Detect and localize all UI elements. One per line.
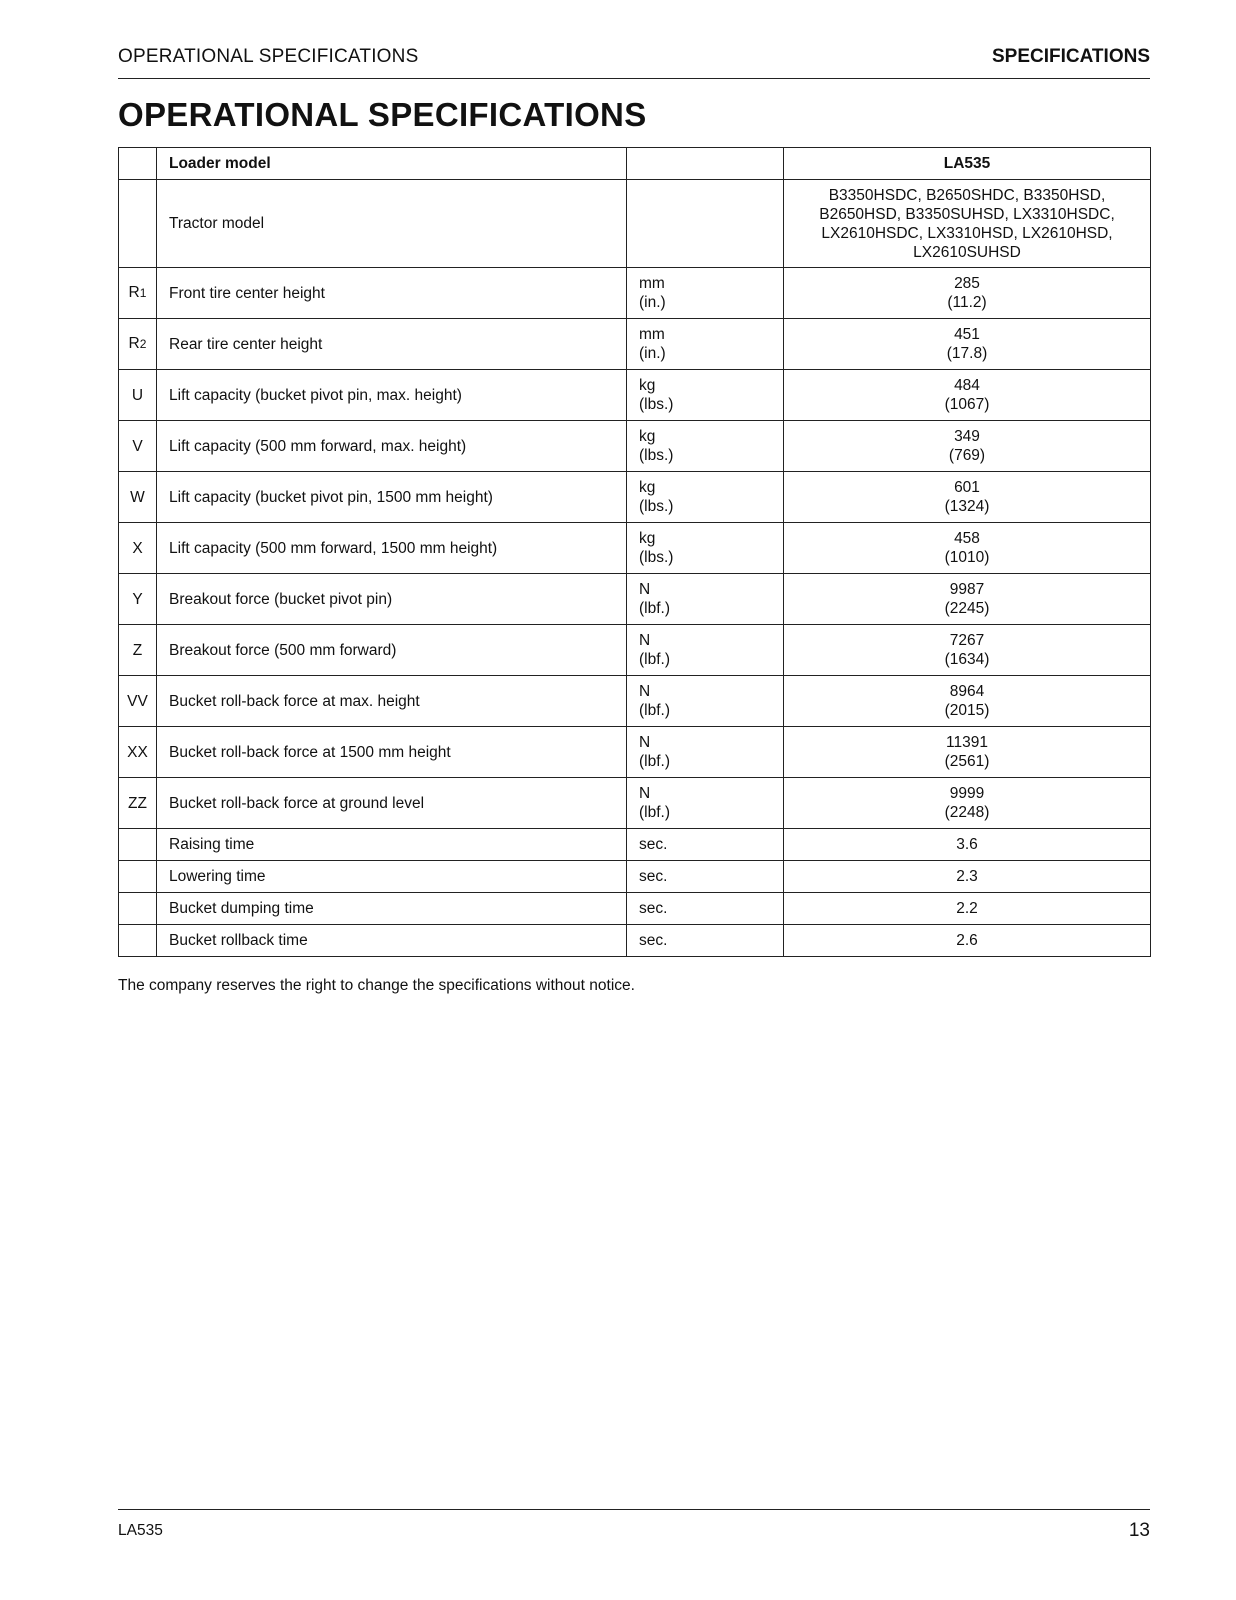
table-row: [119, 472, 1151, 523]
value-cell: [784, 370, 1151, 421]
symbol-cell: [119, 676, 157, 727]
unit-imperial: (lbs.): [639, 498, 674, 515]
item-cell: Bucket roll-back force at max. height: [157, 676, 627, 727]
table-row: [119, 925, 1151, 957]
value-cell: [784, 625, 1151, 676]
value-cell: [784, 523, 1151, 574]
tractor-model-line: LX2610HSDC, LX3310HSD, LX2610HSD,: [821, 224, 1113, 242]
symbol-subscript: 1: [139, 286, 147, 300]
symbol-cell: [119, 861, 157, 893]
header-value-cell: LA535: [784, 148, 1151, 180]
unit-cell: [627, 370, 784, 421]
unit-cell: [627, 778, 784, 829]
value-cell: [784, 472, 1151, 523]
value-metric: 484: [954, 377, 980, 394]
table-row: [119, 676, 1151, 727]
unit-cell: [627, 676, 784, 727]
symbol-subscript: 2: [139, 337, 147, 351]
symbol-label: X: [132, 539, 143, 557]
value-imperial: (2561): [944, 753, 990, 770]
unit-imperial: (lbs.): [639, 396, 674, 413]
value-imperial: (2245): [944, 600, 990, 617]
header-section-title: OPERATIONAL SPECIFICATIONS: [118, 46, 419, 67]
symbol-label: R: [128, 335, 140, 352]
symbol-label: U: [131, 386, 144, 404]
item-cell: Bucket dumping time: [157, 893, 627, 925]
unit-metric: N: [639, 581, 651, 598]
tractor-model-line: B2650HSD, B3350SUHSD, LX3310HSDC,: [819, 205, 1115, 223]
header-chapter-title: SPECIFICATIONS: [992, 46, 1150, 67]
value-metric: 601: [954, 479, 980, 496]
tractor-model-row: [119, 180, 1151, 268]
symbol-label: ZZ: [128, 794, 147, 812]
symbol-cell: [119, 893, 157, 925]
symbol-cell: [119, 925, 157, 957]
symbol-cell: [119, 829, 157, 861]
tractor-model-line: LX2610SUHSD: [913, 243, 1021, 261]
item-cell: Breakout force (bucket pivot pin): [157, 574, 627, 625]
item-cell: Lift capacity (500 mm forward, max. height): [157, 421, 627, 472]
unit-metric: N: [639, 683, 651, 700]
value-imperial: (1634): [944, 651, 990, 668]
table-row: [119, 625, 1151, 676]
unit-cell: [627, 523, 784, 574]
item-cell: Raising time: [157, 829, 627, 861]
symbol-cell: [119, 574, 157, 625]
unit-cell: [627, 574, 784, 625]
table-row: [119, 370, 1151, 421]
symbol-label: R: [128, 284, 140, 301]
unit-imperial: (in.): [639, 345, 666, 362]
symbol-cell: [119, 523, 157, 574]
value-metric: 9987: [949, 581, 985, 598]
symbol-cell: [119, 370, 157, 421]
symbol-cell: [119, 727, 157, 778]
value-metric: 11391: [946, 734, 988, 751]
tractor-model-label: Tractor model: [157, 180, 627, 268]
value-imperial: (1067): [944, 396, 990, 413]
unit-cell: [627, 180, 784, 268]
unit-imperial: (lbf.): [639, 804, 670, 821]
item-cell: Bucket rollback time: [157, 925, 627, 957]
unit-cell: [627, 148, 784, 180]
symbol-label: W: [130, 488, 145, 506]
value-cell: 3.6: [784, 829, 1151, 861]
symbol-cell: [119, 472, 157, 523]
unit-imperial: (lbf.): [639, 753, 670, 770]
unit-cell: sec.: [627, 861, 784, 893]
value-metric: 451: [954, 326, 980, 343]
symbol-label: V: [132, 437, 143, 455]
value-imperial: (1010): [944, 549, 990, 566]
unit-metric: N: [639, 632, 651, 649]
item-cell: Lift capacity (bucket pivot pin, 1500 mm height): [157, 472, 627, 523]
value-metric: 8964: [949, 683, 985, 700]
unit-metric: kg: [639, 479, 656, 496]
unit-imperial: (lbf.): [639, 600, 670, 617]
unit-metric: mm: [639, 326, 665, 343]
unit-imperial: (lbf.): [639, 651, 670, 668]
value-cell: 2.6: [784, 925, 1151, 957]
symbol-label: Y: [132, 590, 143, 608]
value-metric: 285: [954, 275, 980, 292]
symbol-cell: [119, 268, 157, 319]
symbol-cell: [119, 319, 157, 370]
symbol-cell: [119, 778, 157, 829]
symbol-label: Z: [132, 641, 143, 659]
item-cell: Lift capacity (500 mm forward, 1500 mm height): [157, 523, 627, 574]
value-cell: [784, 574, 1151, 625]
unit-imperial: (in.): [639, 294, 666, 311]
unit-cell: [627, 421, 784, 472]
value-metric: 349: [954, 428, 980, 445]
value-cell: [784, 319, 1151, 370]
table-row: [119, 727, 1151, 778]
unit-metric: kg: [639, 428, 656, 445]
table-row: [119, 778, 1151, 829]
value-cell: [784, 421, 1151, 472]
value-metric: 7267: [949, 632, 985, 649]
symbol-cell: [119, 148, 157, 180]
page-footer: [118, 1509, 1150, 1550]
value-cell: [784, 676, 1151, 727]
value-cell: 2.2: [784, 893, 1151, 925]
item-cell: Breakout force (500 mm forward): [157, 625, 627, 676]
tractor-model-list: [784, 180, 1151, 268]
value-cell: [784, 778, 1151, 829]
value-imperial: (769): [948, 447, 986, 464]
table-row: [119, 319, 1151, 370]
unit-cell: [627, 727, 784, 778]
value-metric: 9999: [949, 785, 985, 802]
value-imperial: (11.2): [947, 294, 987, 311]
value-cell: [784, 727, 1151, 778]
unit-imperial: (lbf.): [639, 702, 670, 719]
tractor-model-line: B3350HSDC, B2650SHDC, B3350HSD,: [828, 186, 1106, 204]
table-row: [119, 268, 1151, 319]
table-row: [119, 523, 1151, 574]
disclaimer-note: The company reserves the right to change the specifications without notice.: [118, 977, 635, 994]
unit-metric: mm: [639, 275, 665, 292]
table-header-row: [119, 148, 1151, 180]
value-metric: 458: [954, 530, 980, 547]
item-cell: Bucket roll-back force at 1500 mm height: [157, 727, 627, 778]
unit-metric: kg: [639, 530, 656, 547]
unit-cell: [627, 268, 784, 319]
item-cell: Lift capacity (bucket pivot pin, max. height): [157, 370, 627, 421]
page-number: 13: [1128, 1520, 1150, 1541]
unit-cell: sec.: [627, 925, 784, 957]
item-cell: Lowering time: [157, 861, 627, 893]
value-imperial: (2015): [944, 702, 990, 719]
table-row: [119, 861, 1151, 893]
specifications-table: [118, 147, 1151, 957]
value-cell: [784, 268, 1151, 319]
table-row: [119, 421, 1151, 472]
page-header: [118, 46, 1150, 79]
symbol-label: XX: [127, 743, 148, 761]
item-cell: Front tire center height: [157, 268, 627, 319]
symbol-label: VV: [127, 692, 148, 710]
unit-cell: sec.: [627, 829, 784, 861]
value-imperial: (17.8): [946, 345, 988, 362]
table-row: [119, 893, 1151, 925]
page-title: OPERATIONAL SPECIFICATIONS: [118, 96, 647, 133]
unit-cell: [627, 319, 784, 370]
unit-cell: [627, 625, 784, 676]
footer-model: LA535: [118, 1522, 163, 1539]
symbol-cell: [119, 625, 157, 676]
unit-cell: sec.: [627, 893, 784, 925]
value-imperial: (1324): [944, 498, 990, 515]
item-cell: Bucket roll-back force at ground level: [157, 778, 627, 829]
table-row: [119, 574, 1151, 625]
unit-imperial: (lbs.): [639, 447, 674, 464]
symbol-cell: [119, 421, 157, 472]
unit-metric: N: [639, 734, 651, 751]
unit-metric: kg: [639, 377, 656, 394]
table-row: [119, 829, 1151, 861]
symbol-cell: [119, 180, 157, 268]
unit-cell: [627, 472, 784, 523]
value-imperial: (2248): [944, 804, 990, 821]
unit-imperial: (lbs.): [639, 549, 674, 566]
unit-metric: N: [639, 785, 651, 802]
header-item-cell: Loader model: [157, 148, 627, 180]
item-cell: Rear tire center height: [157, 319, 627, 370]
value-cell: 2.3: [784, 861, 1151, 893]
